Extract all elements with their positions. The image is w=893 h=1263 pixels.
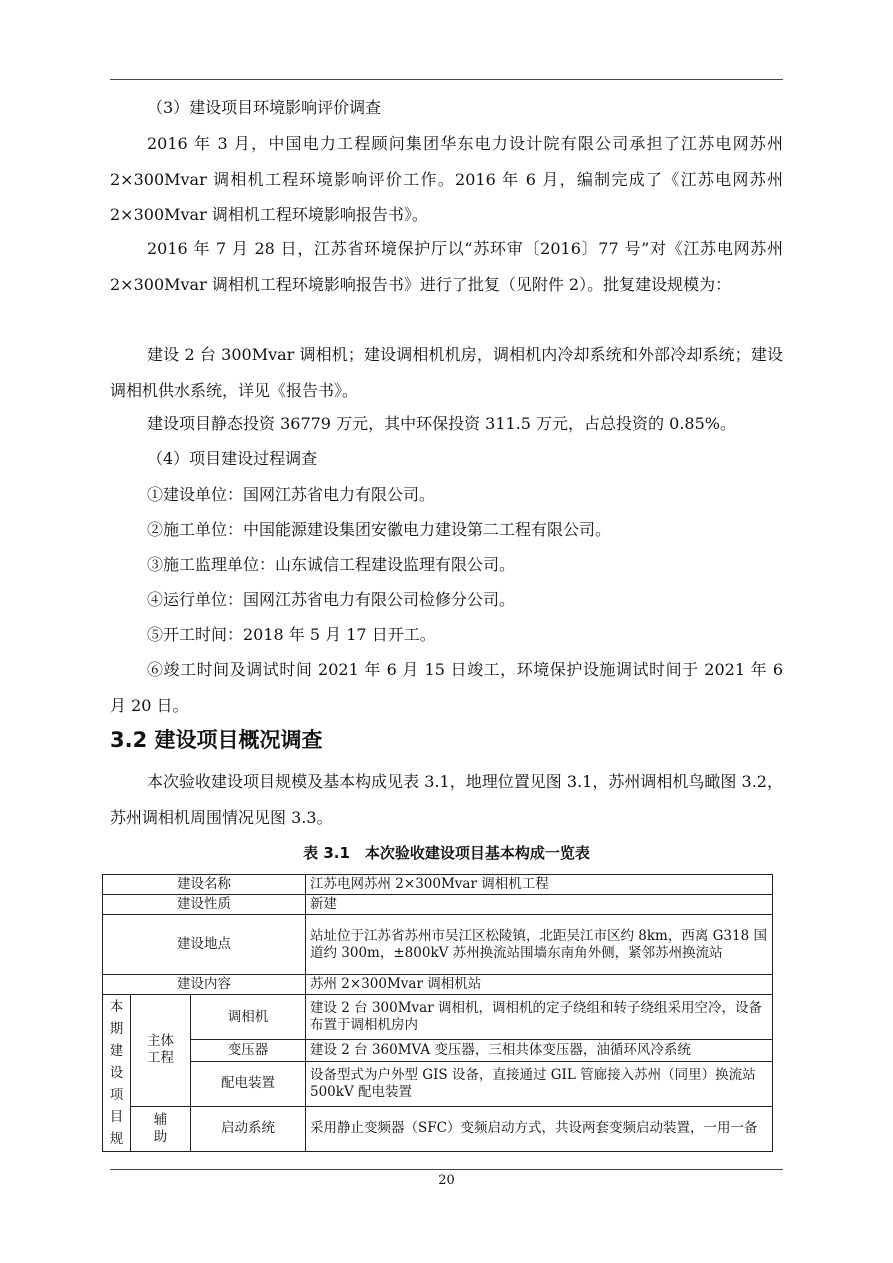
desc-transformer: 建设 2 台 360MVA 变压器，三相共体变压器，油循环风冷系统	[306, 1040, 773, 1062]
list-item-builder: ①建设单位：国网江苏省电力有限公司。	[147, 485, 436, 504]
project-composition-table	[102, 874, 773, 1152]
item-switchgear: 配电装置	[191, 1061, 306, 1106]
row-label-nature: 建设性质	[103, 895, 306, 915]
item-startup: 启动系统	[191, 1106, 306, 1151]
paragraph-eia-undertaking: 2016 年 3 月，中国电力工程顾问集团华东电力设计院有限公司承担了江苏电网苏州 2×300Mvar 调相机工程环境影响评价工作。2016 年 6 月，编制完成了《江苏电网苏州 2×300Mvar 调相机工程环境影响报告书》。	[110, 134, 783, 224]
desc-condenser: 建设 2 台 300Mvar 调相机，调相机的定子绕组和转子绕组采用空冷，设备布置于调相机房内	[306, 995, 773, 1040]
section-title: 3.2 建设项目概况调查	[110, 728, 323, 752]
footer-rule	[110, 1169, 783, 1170]
list-item-contractor: ②施工单位：中国能源建设集团安徽电力建设第二工程有限公司。	[147, 520, 612, 539]
scale-vertical-label	[103, 995, 131, 1152]
list-item-supervisor: ③施工监理单位：山东诚信工程建设监理有限公司。	[147, 555, 516, 574]
row-label-location: 建设地点	[103, 915, 306, 975]
table-row	[103, 915, 773, 975]
row-value-nature: 新建	[306, 895, 773, 915]
main-engineering-label	[131, 995, 191, 1107]
row-label-content: 建设内容	[103, 975, 306, 995]
main-label-text: 主体工程	[147, 1033, 174, 1067]
table-row	[103, 1106, 773, 1151]
row-value-name: 江苏电网苏州 2×300Mvar 调相机工程	[306, 875, 773, 895]
aux-label-text: 辅助	[153, 1111, 168, 1145]
page-number: 20	[438, 1173, 455, 1188]
list-item-completion: ⑥竣工时间及调试时间 2021 年 6 月 15 日竣工，环境保护设施调试时间于 2021 年 6 月 20 日。	[110, 660, 783, 715]
row-value-location: 站址位于江苏省苏州市吴江区松陵镇，北距吴江市区约 8km，西离 G318 国道约 300m，±800kV 苏州换流站围墙东南角外侧，紧邻苏州换流站	[306, 915, 773, 975]
paragraph-approved-scale: 建设 2 台 300Mvar 调相机；建设调相机机房，调相机内冷却系统和外部冷却系统；建设调相机供水系统，详见《报告书》。	[110, 345, 783, 400]
header-rule	[110, 79, 783, 80]
item-transformer: 变压器	[191, 1040, 306, 1062]
table-row	[103, 975, 773, 995]
row-value-content: 苏州 2×300Mvar 调相机站	[306, 975, 773, 995]
table-row	[103, 1040, 773, 1062]
table-caption: 表 3.1 本次验收建设项目基本构成一览表	[303, 844, 590, 862]
section-intro: 本次验收建设项目规模及基本构成见表 3.1，地理位置见图 3.1，苏州调相机鸟瞰图 3.2，苏州调相机周围情况见图 3.3。	[110, 772, 783, 827]
row-label-name: 建设名称	[103, 875, 306, 895]
table-row	[103, 995, 773, 1040]
section-4-heading: （4）项目建设过程调查	[147, 449, 318, 468]
paragraph-investment: 建设项目静态投资 36779 万元，其中环保投资 311.5 万元，占总投资的 0.85%。	[147, 414, 736, 433]
list-item-start-date: ⑤开工时间：2018 年 5 月 17 日开工。	[147, 625, 436, 644]
paragraph-eia-approval: 2016 年 7 月 28 日，江苏省环境保护厅以“苏环审〔2016〕77 号”对《江苏电网苏州 2×300Mvar 调相机工程环境影响报告书》进行了批复（见附件 2）。批复建设规模为：	[110, 239, 783, 294]
desc-switchgear: 设备型式为户外型 GIS 设备，直接通过 GIL 管廊接入苏州（同里）换流站 500kV 配电装置	[306, 1061, 773, 1106]
table-row	[103, 875, 773, 895]
desc-startup: 采用静止变频器（SFC）变频启动方式，共设两套变频启动装置，一用一备	[306, 1106, 773, 1151]
section-3-heading: （3）建设项目环境影响评价调查	[147, 98, 382, 117]
table-row	[103, 1061, 773, 1106]
scale-label-text: 本期建设项目规	[109, 999, 124, 1147]
item-condenser: 调相机	[191, 995, 306, 1040]
list-item-operator: ④运行单位：国网江苏省电力有限公司检修分公司。	[147, 590, 516, 609]
table-row	[103, 895, 773, 915]
auxiliary-label	[131, 1106, 191, 1151]
